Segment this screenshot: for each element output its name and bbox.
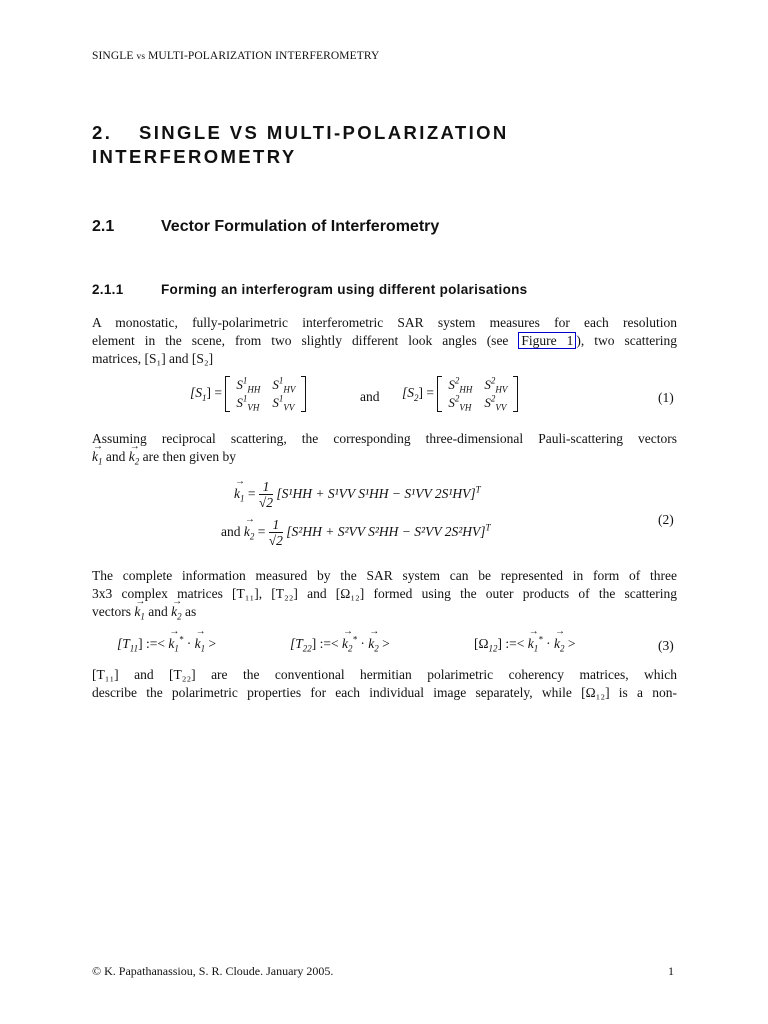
vector-k1: → $k_1$ <box>92 448 103 466</box>
vector-k2: → $k_2$ <box>171 603 182 621</box>
eq-text: ] = <box>206 385 222 401</box>
chapter-title-line1: SINGLE VS MULTI-POLARIZATION <box>139 122 509 143</box>
running-head-vs: vs <box>136 52 146 62</box>
page-number: 1 <box>668 964 674 978</box>
scattering-matrix-s2: $S^2_{HH}$ $S^2_{HV}$ $S^2_{VH}$ $S^2_{VV}$ <box>437 376 518 412</box>
paragraph-hermitian <box>92 666 677 702</box>
paragraph-text: and <box>102 449 129 464</box>
paragraph-line: [T₁₁] and [T₂₂] are the conventional hermitian polarimetric coherency matrices, which <box>92 667 677 682</box>
paragraph-line: 3x3 complex matrices [T₁₁], [T₂₂] and [Ω₁₂] formed using the outer products of the scattering <box>92 586 677 601</box>
paragraph-intro <box>92 314 677 368</box>
vector-k1: → $k_1^*$ <box>528 636 543 652</box>
equation-number-3: (3) <box>658 638 674 653</box>
eq-text: = <box>257 524 266 540</box>
section-heading <box>92 218 439 236</box>
equation-1-s1 <box>190 376 306 412</box>
vector-k2: → $k_2$ <box>368 636 379 652</box>
equation-2-k2 <box>221 518 491 548</box>
chapter-title-line2: INTERFEROMETRY <box>92 146 297 167</box>
paragraph-line <box>92 603 677 621</box>
vector-k2: → $k_2$ <box>244 524 255 540</box>
paragraph-line: matrices, [S₁] and [S₂] <box>92 351 214 366</box>
eq-text: = <box>247 486 256 502</box>
vector-k1: → $k_1^*$ <box>168 636 183 652</box>
eq-text: and <box>221 524 241 540</box>
subsection-number: 2.1.1 <box>92 282 124 297</box>
vector-k1: → $k_1$ <box>195 636 206 652</box>
paragraph-line: A monostatic, fully-polarimetric interferometric SAR system measures for each resolution <box>92 315 677 330</box>
eq-text: [S¹HH + S¹VV S¹HH − S¹VV 2S¹HV] <box>276 486 476 502</box>
eq-sup: T <box>485 522 491 533</box>
paragraph-text: ), two scattering <box>576 333 677 348</box>
vector-k1: → $k_1$ <box>134 603 145 621</box>
vector-k2: → $k_2$ <box>554 636 565 652</box>
paragraph-text: and <box>144 604 172 619</box>
paragraph-line: describe the polarimetric properties for each individual image separately, while [Ω₁₂] is a non- <box>92 685 677 700</box>
eq-sub: 2 <box>414 392 419 403</box>
eq-text: ] = <box>418 385 434 401</box>
eq-text: [S <box>190 385 203 401</box>
vector-k1: → $k_1$ <box>234 486 245 502</box>
fraction-one-over-sqrt2: $\frac{1}{√2}$ <box>268 517 283 548</box>
vector-k2: → $k_2^*$ <box>342 636 357 652</box>
equation-3-omega12: $[\Omega_{12}]$ :=< → $k_1^*$ · → $k_2$ > <box>474 636 576 652</box>
paragraph-line: Assuming reciprocal scattering, the corresponding three-dimensional Pauli-scattering vectors <box>92 431 677 446</box>
paragraph-text: vectors <box>92 604 135 619</box>
paragraph-line: The complete information measured by the SAR system can be represented in form of three <box>92 568 677 583</box>
eq-sup: T <box>475 484 481 495</box>
vector-k2: → $k_2$ <box>129 448 140 466</box>
equation-1-and: and <box>360 389 380 404</box>
footer-copyright: © K. Papathanassiou, S. R. Cloude. January 2005. <box>92 964 334 978</box>
eq-text: [S <box>402 385 415 401</box>
paragraph-line <box>92 332 677 350</box>
section-title: Vector Formulation of Interferometry <box>161 218 440 235</box>
subsection-title: Forming an interferogram using different polarisations <box>161 282 528 297</box>
equation-2-k1 <box>234 480 481 510</box>
paragraph-text: element in the scene, from two slightly different look angles (see <box>92 333 519 348</box>
running-head-text-2: MULTI-POLARIZATION INTERFEROMETRY <box>145 50 380 62</box>
chapter-heading <box>92 121 692 169</box>
paragraph-coherency <box>92 567 677 621</box>
equation-number-2: (2) <box>658 512 674 527</box>
paragraph-pauli <box>92 430 677 466</box>
equation-3-t22: $[T_{22}]$ :=< → $k_2^*$ · → $k_2$ > <box>290 636 390 652</box>
section-number: 2.1 <box>92 218 115 235</box>
figure-1-link[interactable]: Figure 1 <box>518 332 576 349</box>
eq-sub: 1 <box>202 392 207 403</box>
equation-1-s2 <box>402 376 518 412</box>
scattering-matrix-s1: $S^1_{HH}$ $S^1_{HV}$ $S^1_{VH}$ $S^1_{VV}$ <box>225 376 306 412</box>
equation-number-1: (1) <box>658 390 674 405</box>
fraction-one-over-sqrt2: $\frac{1}{√2}$ <box>258 479 274 510</box>
running-head <box>92 50 379 62</box>
paragraph-line <box>92 448 677 466</box>
subsection-heading <box>92 282 528 297</box>
equation-3-t11: $[T_{11}]$ :=< → $k_1^*$ · → $k_1$ > <box>117 636 216 652</box>
eq-text: [S²HH + S²VV S²HH − S²VV 2S²HV] <box>286 524 486 540</box>
paragraph-text: as <box>181 604 197 619</box>
chapter-number: 2. <box>92 122 113 143</box>
running-head-text-1: SINGLE <box>92 50 137 62</box>
paragraph-text: are then given by <box>139 449 236 464</box>
